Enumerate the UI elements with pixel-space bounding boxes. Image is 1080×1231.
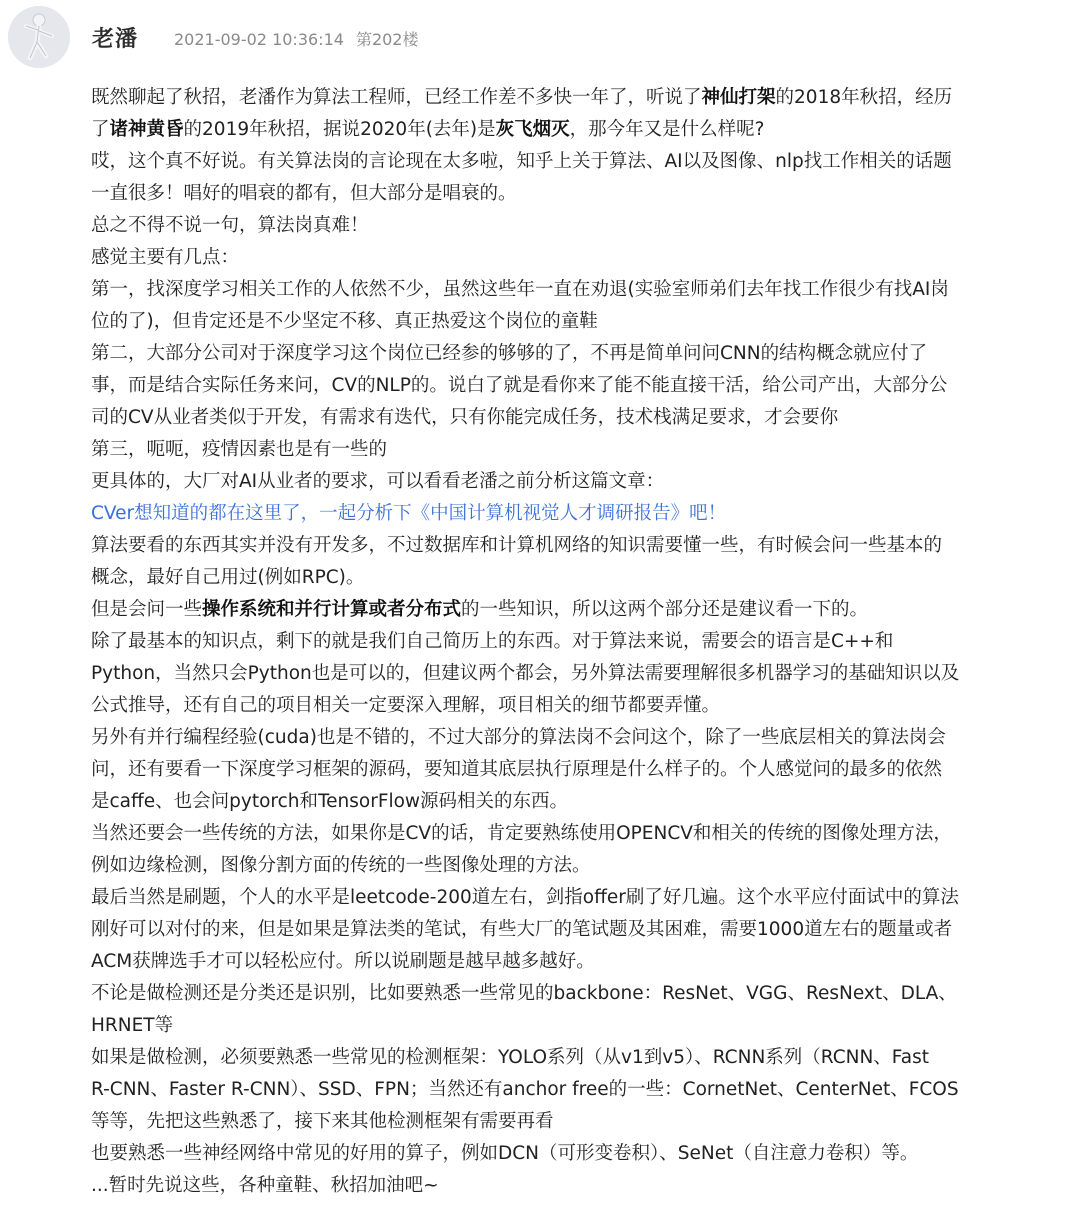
text-segment: 的一些知识，所以这两个部分还是建议看一下的。 bbox=[461, 599, 869, 620]
floor-number: 第202楼 bbox=[355, 30, 419, 49]
bold-text: 诸神黄昏 bbox=[109, 119, 184, 140]
content-line bbox=[91, 242, 1041, 274]
content-line bbox=[91, 530, 1041, 562]
text-segment: 更具体的，大厂对AI从业者的要求，可以看看老潘之前分析这篇文章： bbox=[91, 471, 665, 492]
content-line bbox=[91, 722, 1041, 754]
content-line bbox=[91, 178, 1041, 210]
content-line bbox=[91, 690, 1041, 722]
content-line bbox=[91, 210, 1041, 242]
text-segment: 哎，这个真不好说。有关算法岗的言论现在太多啦，知乎上关于算法、AI以及图像、nlp找工作相关的话题 bbox=[91, 151, 952, 172]
text-segment: 第二，大部分公司对于深度学习这个岗位已经参的够够的了，不再是简单问问CNN的结构概念就应付了 bbox=[91, 343, 928, 364]
text-segment: ACM获牌选手才可以轻松应付。所以说刷题是越早越多越好。 bbox=[91, 951, 595, 972]
text-segment: 另外有并行编程经验(cuda)也是不错的，不过大部分的算法岗不会问这个，除了一些底层相关的算法岗会 bbox=[91, 727, 946, 748]
post-content bbox=[91, 82, 1041, 1202]
text-segment: 总之不得不说一句，算法岗真难！ bbox=[91, 215, 369, 236]
text-segment: 问，还有要看一下深度学习框架的源码，要知道其底层执行原理是什么样子的。个人感觉问的最多的依然 bbox=[91, 759, 943, 780]
content-line bbox=[91, 1138, 1041, 1170]
text-segment: 第三，呃呃，疫情因素也是有一些的 bbox=[91, 439, 388, 460]
username[interactable]: 老潘 bbox=[92, 27, 139, 52]
content-line bbox=[91, 818, 1041, 850]
text-segment: R-CNN、Faster R-CNN）、SSD、FPN；当然还有anchor free的一些：CornetNet、CenterNet、FCOS bbox=[91, 1079, 959, 1100]
text-segment: 公式推导，还有自己的项目相关一定要深入理解，项目相关的细节都要弄懂。 bbox=[91, 695, 721, 716]
content-line bbox=[91, 946, 1041, 978]
text-segment: 了 bbox=[91, 119, 110, 140]
post-timestamp: 2021-09-02 10:36:14 bbox=[174, 30, 344, 49]
content-line bbox=[91, 434, 1041, 466]
text-segment: 刚好可以对付的来，但是如果是算法类的笔试，有些大厂的笔试题及其困难，需要1000道左右的题量或者 bbox=[91, 919, 953, 940]
text-segment: Python，当然只会Python也是可以的，但建议两个都会，另外算法需要理解很多机器学习的基础知识以及 bbox=[91, 663, 960, 684]
content-line bbox=[91, 370, 1041, 402]
content-line bbox=[91, 850, 1041, 882]
text-segment: 事，而是结合实际任务来问，CV的NLP的。说白了就是看你来了能不能直接干活，给公司产出，大部分公 bbox=[91, 375, 948, 396]
text-segment: 例如边缘检测，图像分割方面的传统的一些图像处理的方法。 bbox=[91, 855, 591, 876]
text-segment: ...暂时先说这些，各种童鞋、秋招加油吧~ bbox=[91, 1175, 439, 1196]
content-line bbox=[91, 82, 1041, 114]
text-segment: ，那今年又是什么样呢? bbox=[569, 119, 765, 140]
content-line bbox=[91, 402, 1041, 434]
content-line bbox=[91, 466, 1041, 498]
content-line bbox=[91, 914, 1041, 946]
content-line bbox=[91, 786, 1041, 818]
text-segment: 除了最基本的知识点，剩下的就是我们自己简历上的东西。对于算法来说，需要会的语言是C++和 bbox=[91, 631, 894, 652]
text-segment: 当然还要会一些传统的方法，如果你是CV的话，肯定要熟练使用OPENCV和相关的传统的图像处理方法， bbox=[91, 823, 952, 844]
figure-avatar-icon bbox=[8, 6, 70, 68]
content-line bbox=[91, 274, 1041, 306]
text-segment: 如果是做检测，必须要熟悉一些常见的检测框架：YOLO系列（从v1到v5）、RCNN系列（RCNN、Fast bbox=[91, 1047, 929, 1068]
text-segment: 也要熟悉一些神经网络中常见的好用的算子，例如DCN（可形变卷积）、SeNet（自注意力卷积）等。 bbox=[91, 1143, 919, 1164]
content-line bbox=[91, 1074, 1041, 1106]
text-segment: HRNET等 bbox=[91, 1015, 174, 1036]
text-segment: 一直很多！唱好的唱衰的都有，但大部分是唱衰的。 bbox=[91, 183, 517, 204]
content-line bbox=[91, 114, 1041, 146]
content-line bbox=[91, 306, 1041, 338]
text-segment: 第一，找深度学习相关工作的人依然不少，虽然这些年一直在劝退(实验室师弟们去年找工作很少有找AI岗 bbox=[91, 279, 949, 300]
post-meta bbox=[174, 27, 418, 50]
content-line bbox=[91, 1042, 1041, 1074]
content-line bbox=[91, 754, 1041, 786]
text-segment: 的2018年秋招，经历 bbox=[775, 87, 953, 108]
bold-text: 操作系统和并行计算或者分布式 bbox=[202, 599, 462, 620]
avatar[interactable] bbox=[8, 6, 70, 68]
content-line bbox=[91, 1010, 1041, 1042]
content-line bbox=[91, 626, 1041, 658]
content-line bbox=[91, 658, 1041, 690]
content-line bbox=[91, 498, 1041, 530]
text-segment: 但是会问一些 bbox=[91, 599, 203, 620]
post-header bbox=[0, 0, 1080, 76]
text-segment: 司的CV从业者类似于开发，有需求有迭代，只有你能完成任务，技术栈满足要求，才会要你 bbox=[91, 407, 839, 428]
content-line bbox=[91, 562, 1041, 594]
content-line bbox=[91, 978, 1041, 1010]
content-line bbox=[91, 1170, 1041, 1202]
text-segment: 既然聊起了秋招，老潘作为算法工程师，已经工作差不多快一年了，听说了 bbox=[91, 87, 702, 108]
text-segment: 概念，最好自己用过(例如RPC)。 bbox=[91, 567, 365, 588]
article-link[interactable]: CVer想知道的都在这里了，一起分析下《中国计算机视觉人才调研报告》吧！ bbox=[91, 503, 727, 524]
text-segment: 不论是做检测还是分类还是识别，比如要熟悉一些常见的backbone：ResNet、VGG、ResNext、DLA、 bbox=[91, 983, 957, 1004]
content-line bbox=[91, 882, 1041, 914]
content-line bbox=[91, 1106, 1041, 1138]
text-segment: 最后当然是刷题，个人的水平是leetcode-200道左右，剑指offer刷了好几遍。这个水平应付面试中的算法 bbox=[91, 887, 959, 908]
text-segment: 是caffe、也会问pytorch和TensorFlow源码相关的东西。 bbox=[91, 791, 569, 812]
content-line bbox=[91, 338, 1041, 370]
content-line bbox=[91, 146, 1041, 178]
text-segment: 等等，先把这些熟悉了，接下来其他检测框架有需要再看 bbox=[91, 1111, 554, 1132]
content-line bbox=[91, 594, 1041, 626]
bold-text: 灰飞烟灭 bbox=[495, 119, 570, 140]
bold-text: 神仙打架 bbox=[701, 87, 776, 108]
text-segment: 感觉主要有几点： bbox=[91, 247, 240, 268]
text-segment: 算法要看的东西其实并没有开发多，不过数据库和计算机网络的知识需要懂一些，有时候会问一些基本的 bbox=[91, 535, 943, 556]
text-segment: 的2019年秋招，据说2020年(去年)是 bbox=[183, 119, 496, 140]
text-segment: 位的了)，但肯定还是不少坚定不移、真正热爱这个岗位的童鞋 bbox=[91, 311, 598, 332]
